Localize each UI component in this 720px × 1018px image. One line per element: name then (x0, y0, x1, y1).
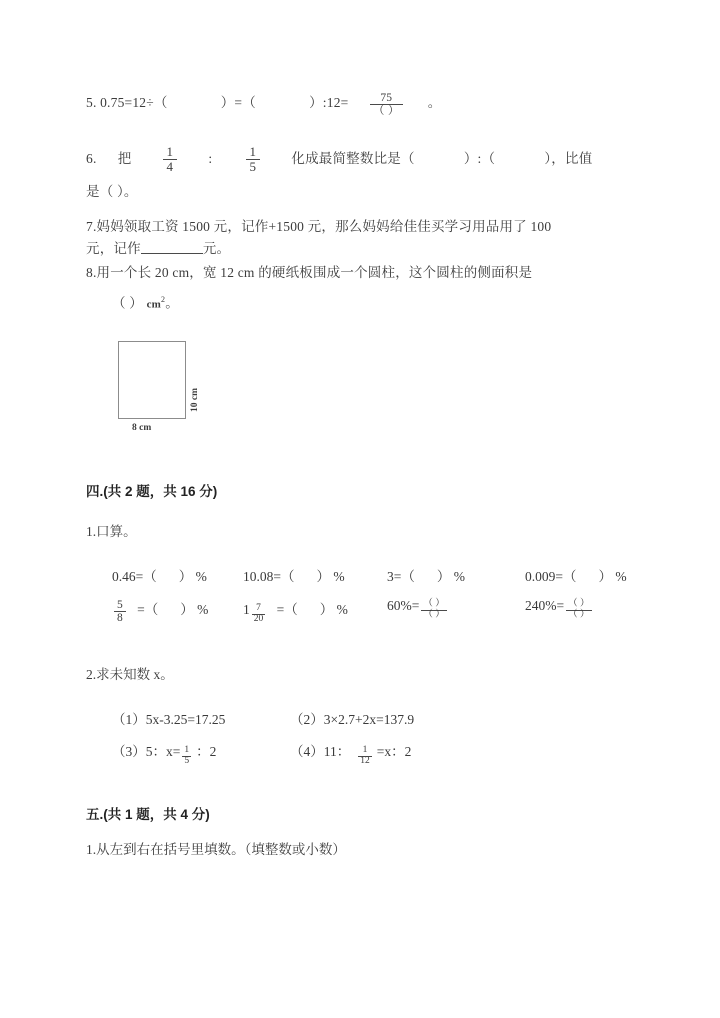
oral-calc-item-5-denominator: 8 (117, 612, 123, 625)
oral-calc-item-6-numerator: 7 (252, 604, 266, 615)
q6-mid2: ）:（ (463, 151, 496, 167)
equation-item-4-numerator: 1 (358, 746, 372, 757)
section-five-heading: 五.(共 1 题，共 4 分) (86, 807, 210, 822)
q6-fraction-2-numerator: 1 (246, 145, 261, 160)
q6-lead: 把 (117, 151, 132, 167)
section-four-q2-title (86, 663, 174, 683)
oral-calc-item-5-fraction (114, 599, 126, 624)
oral-calc-item-3-expr: 3=（ (387, 569, 415, 584)
oral-calc-item-5-close: ） (180, 602, 194, 617)
question-5 (86, 92, 441, 117)
equation-item-3-suffix: ：2 (196, 744, 217, 759)
oral-calc-item-3-close: ） (436, 569, 451, 584)
section-five-q1 (86, 838, 346, 858)
equation-item-2 (290, 708, 414, 728)
section-four-q1-title (86, 520, 137, 540)
oral-calc-item-4-unit: % (615, 569, 627, 584)
oral-calc-item-3 (387, 565, 465, 585)
oral-calc-item-8-denominator: （ ） (568, 610, 590, 621)
equation-item-1-label: （1） (112, 712, 146, 727)
q6-ratio-colon: : (208, 151, 213, 167)
oral-calc-item-5 (112, 598, 208, 624)
q6-fraction-2-denominator: 5 (249, 158, 257, 174)
question-8-line-1 (86, 262, 532, 284)
oral-calc-item-7-fraction (421, 600, 446, 621)
oral-calc-item-7-denominator: （ ） (423, 610, 445, 621)
oral-calc-item-8-numerator: （ ） (568, 599, 590, 610)
equation-item-2-label: （2） (290, 712, 324, 727)
rectangle-height-label: 10 cm (190, 387, 200, 412)
rectangle-diagram (110, 330, 240, 440)
equation-item-3-prefix: 5：x= (145, 744, 181, 759)
equation-item-3-denominator: 5 (184, 756, 190, 767)
oral-calc-item-7-lead: 60% (387, 598, 412, 613)
q5-number: 5. (86, 95, 97, 110)
equation-item-3-fraction (182, 746, 191, 767)
question-7-line-1 (86, 216, 551, 238)
q8-unit-exponent: 2 (161, 295, 166, 304)
equation-item-4-prefix: 11： (323, 744, 351, 759)
equation-item-1-expr: 5x-3.25=17.25 (145, 712, 226, 727)
q6-mid: 化成最简整数比是（ (291, 151, 415, 167)
q8-line-1-text: 用一个长 20 cm，宽 12 cm 的硬纸板围成一个圆柱，这个圆柱的侧面积是 (96, 265, 533, 280)
q7-line-2-before: 元，记作 (86, 241, 141, 256)
q8-unit: cm (146, 298, 162, 311)
oral-calc-item-6-equals: =（ (276, 602, 298, 617)
oral-calc-item-6-close: ） (319, 602, 334, 617)
q5-fraction-denominator: （ ） (373, 105, 400, 118)
section-five-q1-number: 1. (86, 842, 97, 857)
oral-calc-item-1-close: ） (178, 569, 193, 584)
equation-item-2-expr: 3×2.7+2x=137.9 (323, 712, 415, 727)
question-8-line-2 (112, 289, 179, 316)
q6-fraction-1-denominator: 4 (166, 158, 174, 174)
oral-calc-item-6-denominator: 20 (253, 614, 264, 625)
q6-fraction-2 (246, 145, 261, 173)
equation-item-1 (112, 708, 225, 728)
q7-line-2-after: 元。 (202, 241, 231, 256)
equation-item-3-label: （3） (112, 744, 146, 759)
oral-calc-item-2-unit: % (333, 569, 345, 584)
oral-calc-item-1-unit: % (195, 569, 207, 584)
q6-line-2: 是（ ）。 (86, 184, 138, 199)
q5-part-b: ）=（ (220, 95, 256, 110)
q8-answer-paren[interactable]: （ ） (112, 295, 143, 311)
oral-calc-item-8-equals: = (556, 598, 565, 613)
equation-item-4-fraction (358, 746, 372, 767)
oral-calc-item-4-close: ） (598, 569, 612, 584)
oral-calc-item-6 (243, 598, 348, 625)
q6-tail: ），比值 (544, 151, 593, 167)
q2-title-text: 求未知数 x。 (96, 667, 174, 682)
oral-calc-item-2-expr: 10.08=（ (243, 569, 295, 584)
section-five-q1-text: 从左到右在括号里填数。（填整数或小数） (96, 842, 346, 857)
equation-item-4-suffix: =x：2 (376, 744, 412, 759)
q5-fraction (370, 92, 402, 117)
q5-period: 。 (427, 95, 442, 110)
q6-fraction-1-numerator: 1 (163, 145, 178, 160)
q1-number: 1. (86, 524, 97, 539)
equation-item-4-label: （4） (290, 744, 324, 759)
q8-period: 。 (165, 295, 179, 311)
oral-calc-item-6-whole: 1 (243, 602, 250, 617)
q8-number: 8. (86, 265, 97, 280)
oral-calc-item-6-unit: % (336, 602, 348, 617)
oral-calc-item-6-fraction (252, 604, 266, 625)
oral-calc-item-2 (243, 565, 345, 585)
q2-number: 2. (86, 667, 97, 682)
q6-fraction-1 (163, 145, 178, 173)
q7-number: 7. (86, 219, 97, 234)
oral-calc-item-3-unit: % (453, 569, 465, 584)
oral-calc-item-5-equals: =（ (137, 602, 159, 617)
oral-calc-item-5-unit: % (197, 602, 209, 617)
q1-title-text: 口算。 (96, 524, 137, 539)
equation-item-3-numerator: 1 (184, 745, 190, 756)
oral-calc-item-1 (112, 565, 207, 585)
question-6 (86, 145, 592, 173)
equation-item-4-denominator: 12 (360, 756, 370, 767)
oral-calc-item-8 (525, 598, 594, 621)
oral-calc-item-6-mixed-number (243, 602, 267, 625)
q6-number: 6. (86, 151, 97, 167)
oral-calc-item-4 (525, 565, 627, 585)
rectangle-shape (118, 341, 186, 419)
equation-item-4 (290, 740, 411, 767)
oral-calc-item-4-expr: 0.009=（ (525, 569, 577, 584)
q7-line-1-text: 妈妈领取工资 1500 元，记作+1500 元，那么妈妈给佳佳买学习用品用了 100 (96, 219, 552, 234)
oral-calc-item-1-expr: 0.46=（ (112, 569, 157, 584)
oral-calc-item-2-close: ） (316, 569, 330, 584)
oral-calc-item-8-fraction (566, 600, 591, 621)
equation-item-3 (112, 740, 216, 767)
oral-calc-item-5-numerator: 5 (114, 599, 126, 612)
oral-calc-item-8-lead: 240% (525, 598, 557, 613)
oral-calc-item-7-numerator: （ ） (423, 599, 445, 610)
section-four-heading: 四.(共 2 题，共 16 分) (86, 484, 218, 499)
rectangle-width-label: 8 cm (132, 423, 152, 433)
q7-answer-blank[interactable] (141, 241, 203, 254)
q5-part-a: 0.75=12÷（ (100, 95, 168, 110)
question-7-line-2 (86, 238, 230, 260)
oral-calc-item-7 (387, 598, 449, 621)
q5-part-c: ）:12= (309, 95, 349, 110)
oral-calc-item-7-equals: = (411, 598, 420, 613)
q5-fraction-numerator: 75 (370, 92, 402, 105)
